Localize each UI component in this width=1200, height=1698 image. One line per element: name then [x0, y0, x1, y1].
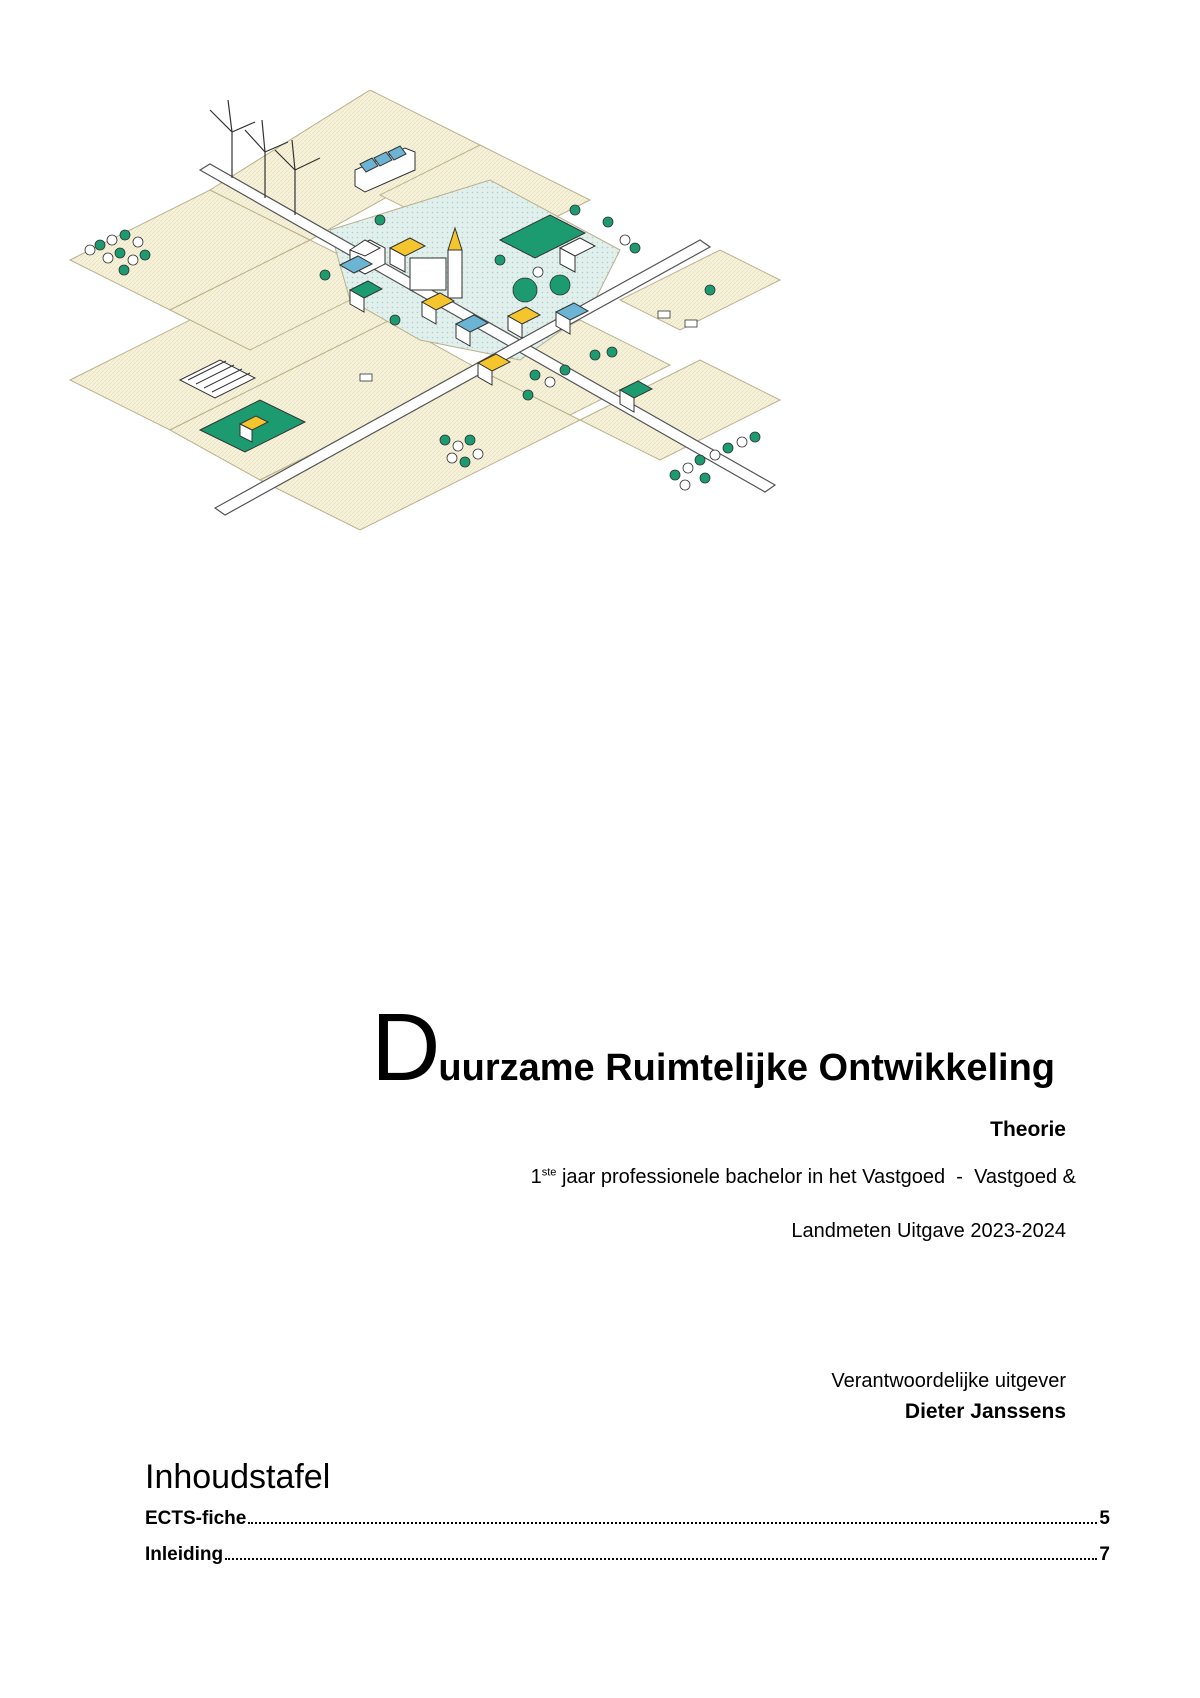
toc-entry-page: 5 — [1099, 1508, 1110, 1529]
program-ordinal-suffix: ste — [541, 1166, 557, 1179]
toc-entry[interactable] — [145, 1544, 1110, 1580]
title-block — [371, 994, 1055, 1101]
document-subtitle: Theorie — [990, 1118, 1066, 1141]
publisher-label: Verantwoordelijke uitgever — [831, 1370, 1066, 1392]
toc-entry-label: ECTS-fiche — [145, 1508, 247, 1529]
program-line — [531, 1166, 1076, 1189]
title-rest: uurzame Ruimtelijke Ontwikkeling — [438, 1047, 1055, 1089]
village-illustration — [60, 90, 860, 630]
toc-entry-page: 7 — [1099, 1544, 1110, 1565]
toc-leader-dots — [248, 1522, 1097, 1524]
document-title — [371, 994, 1055, 1101]
toc-heading: Inhoudstafel — [145, 1458, 331, 1496]
toc-leader-dots — [225, 1558, 1097, 1560]
edition-line: Landmeten Uitgave 2023-2024 — [791, 1220, 1066, 1242]
publisher-name: Dieter Janssens — [904, 1400, 1066, 1423]
table-of-contents — [145, 1508, 1110, 1580]
toc-entry[interactable] — [145, 1508, 1110, 1544]
program-ordinal: 1 — [530, 1166, 542, 1188]
program-text: jaar professionele bachelor in het Vastgoed - Vastgoed & — [556, 1166, 1076, 1188]
title-initial: D — [371, 994, 439, 1101]
toc-entry-label: Inleiding — [145, 1544, 224, 1565]
